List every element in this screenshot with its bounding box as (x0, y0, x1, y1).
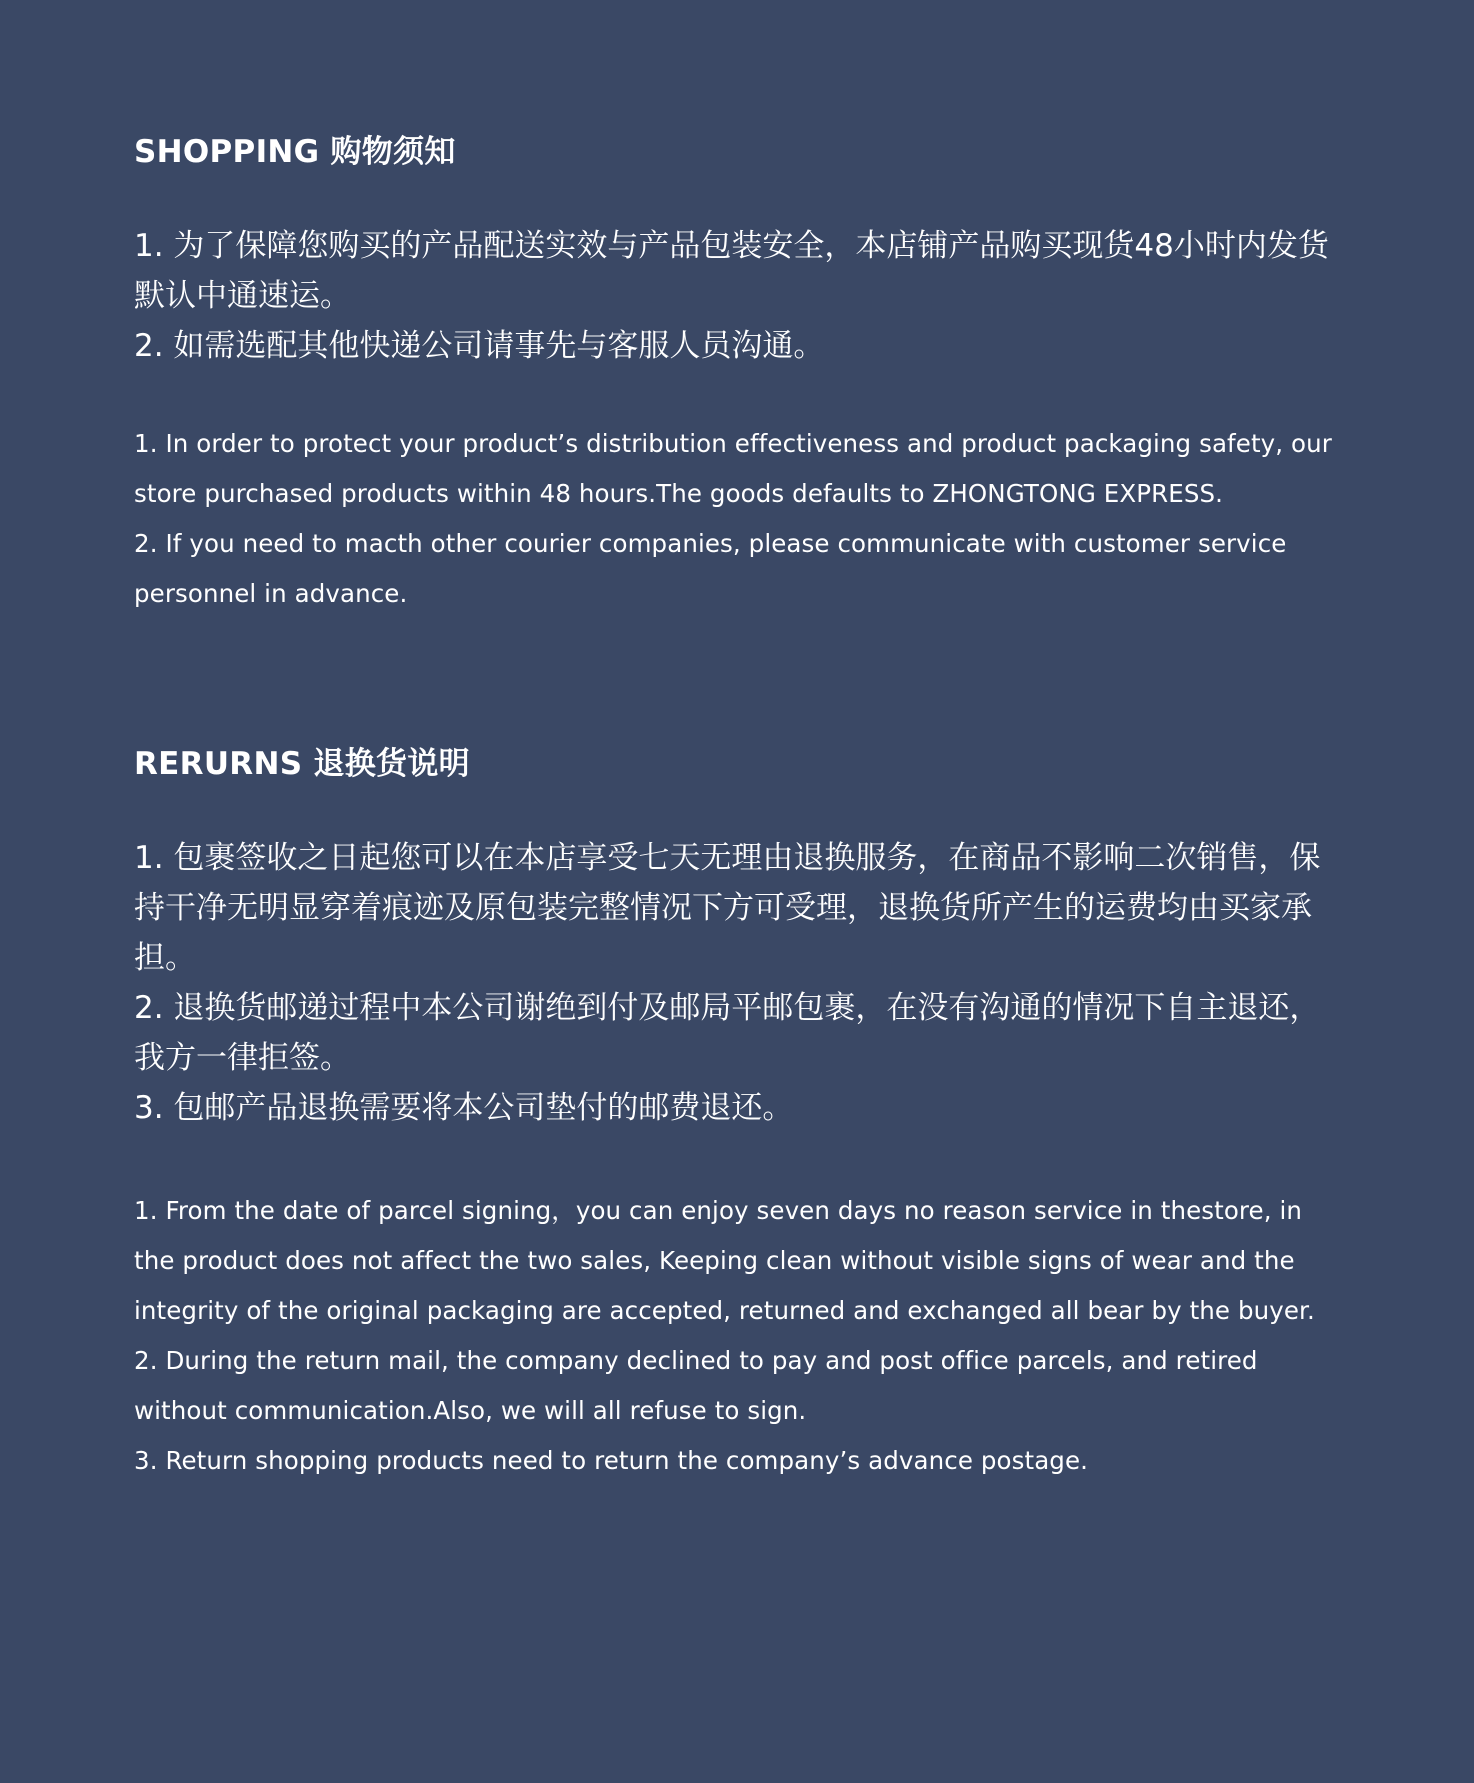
returns-cn-item-1: 1. 包裹签收之日起您可以在本店享受七天无理由退换服务，在商品不影响二次销售，保持干净无明显穿着痕迹及原包装完整情况下方可受理，退换货所产生的运费均由买家承担。 (134, 840, 1321, 976)
shopping-cn-item-2: 2. 如需选配其他快递公司请事先与客服人员沟通。 (134, 328, 825, 364)
shopping-en-item-1: 1. In order to protect your product’s distribution effectiveness and product packaging safety, our store purchased products within 48 hours.The goods defaults to ZHONGTONG EXPRESS. (134, 429, 1332, 508)
returns-title: RERURNS 退换货说明 (134, 746, 470, 782)
shopping-section (134, 132, 1344, 619)
returns-english-text (134, 1186, 1344, 1486)
returns-cn-item-3: 3. 包邮产品退换需要将本公司垫付的邮费退还。 (134, 1090, 794, 1126)
shopping-title: SHOPPING 购物须知 (134, 134, 456, 170)
shopping-en-item-2: 2. If you need to macth other courier companies, please communicate with customer service personnel in advance. (134, 529, 1287, 608)
shopping-chinese-text (134, 221, 1344, 371)
returns-cn-item-2: 2. 退换货邮递过程中本公司谢绝到付及邮局平邮包裹，在没有沟通的情况下自主退还，我方一律拒签。 (134, 990, 1321, 1076)
shopping-cn-item-1: 1. 为了保障您购买的产品配送实效与产品包装安全，本店铺产品购买现货48小时内发货默认中通速运。 (134, 228, 1329, 314)
returns-en-item-3: 3. Return shopping products need to return the company’s advance postage. (134, 1446, 1089, 1475)
returns-en-item-2: 2. During the return mail, the company declined to pay and post office parcels, and retired without communication.Also, we will all refuse to sign. (134, 1346, 1258, 1425)
returns-chinese-text (134, 833, 1344, 1133)
returns-section (134, 744, 1344, 1486)
shopping-english-text (134, 419, 1344, 619)
returns-en-item-1: 1. From the date of parcel signing，you can enjoy seven days no reason service in thestore, in the product does not affect the two sales, Keeping clean without visible signs of wear and the integrity of the original packaging are accepted, returned and exchanged all bear by the buyer. (134, 1196, 1315, 1325)
